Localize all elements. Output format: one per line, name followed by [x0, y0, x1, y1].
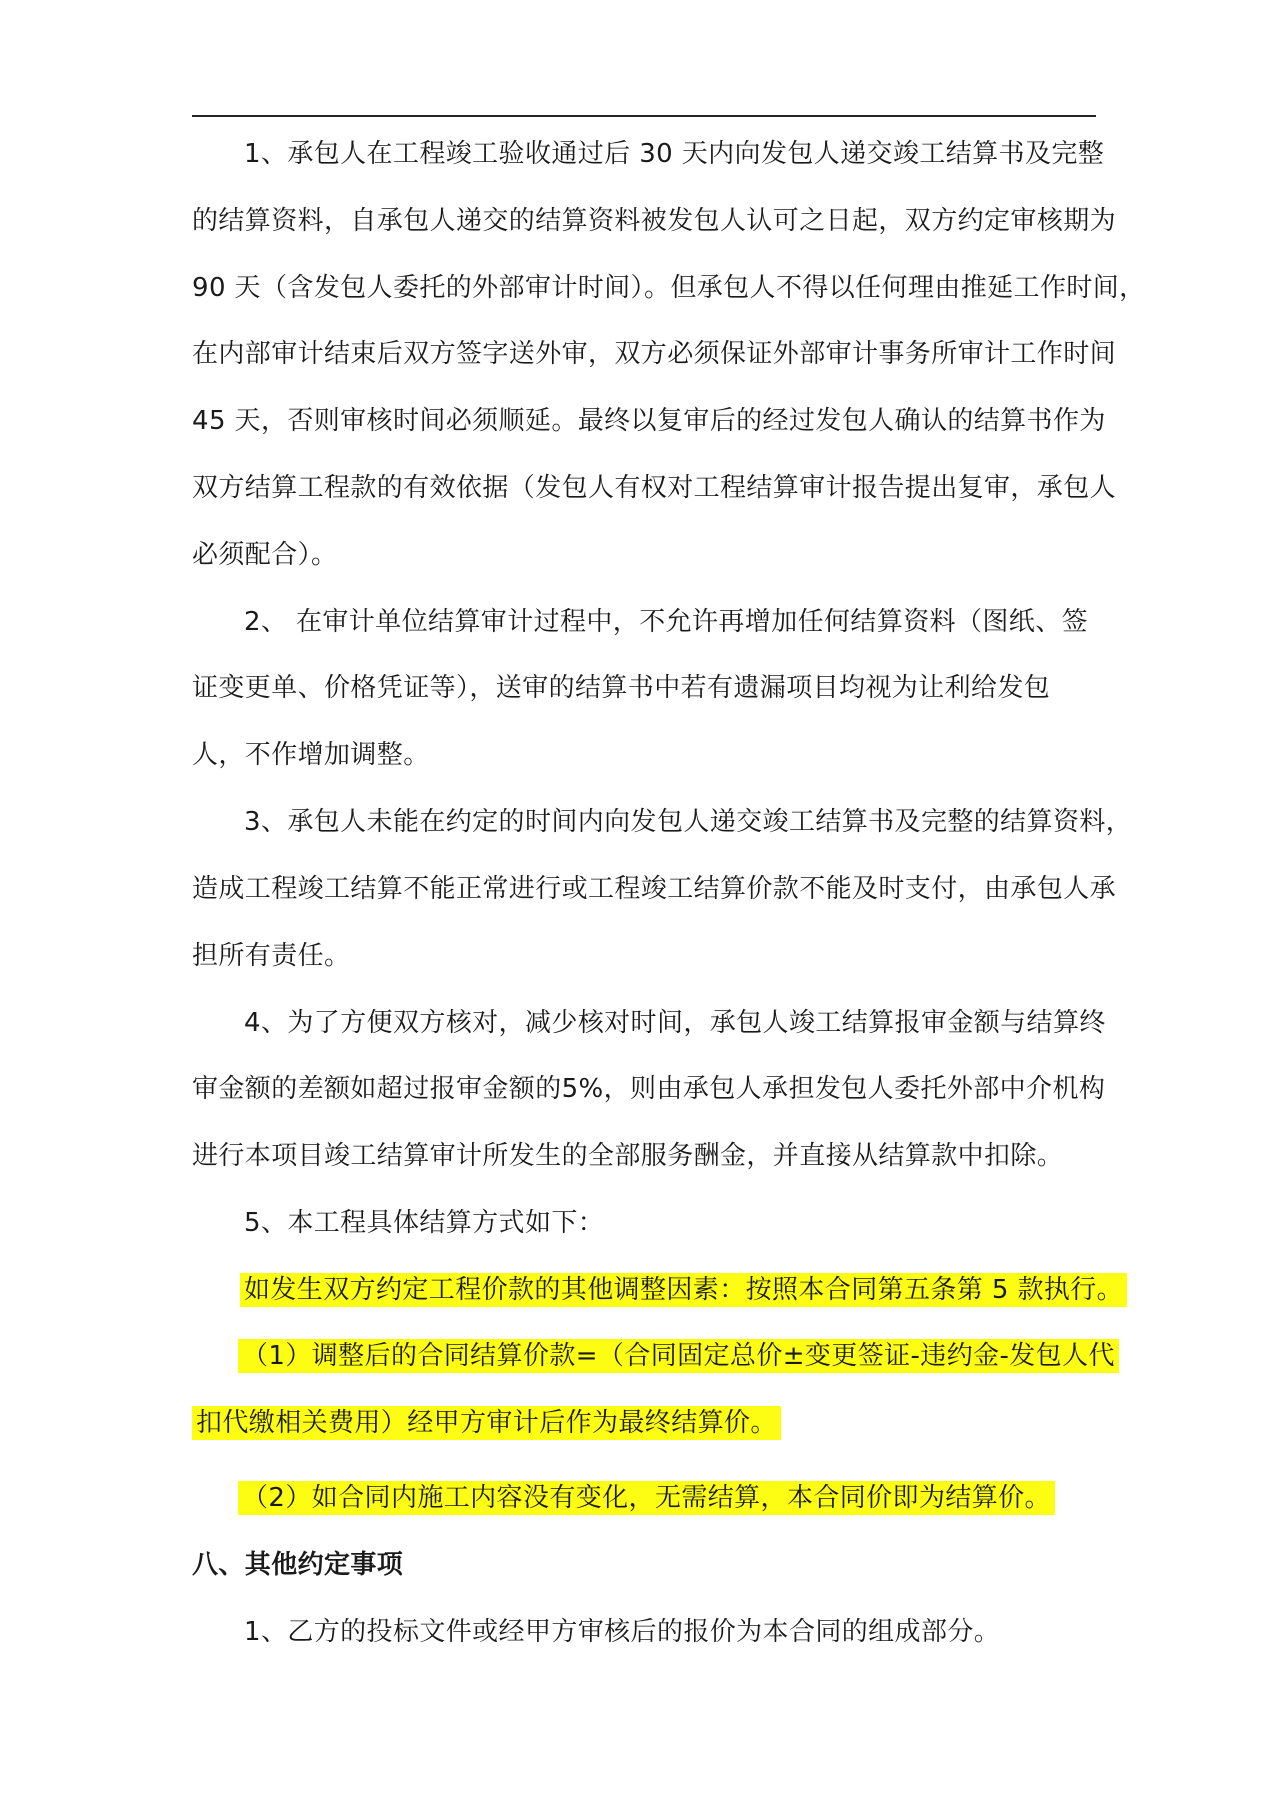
clause-1-line-1: 1、承包人在工程竣工验收通过后 30 天内向发包人递交竣工结算书及完整: [244, 139, 1105, 169]
highlighted-item-1-line-1: [238, 1336, 1119, 1376]
clause-1-line-5: 45 天，否则审核时间必须顺延。最终以复审后的经过发包人确认的结算书作为: [192, 406, 1106, 436]
highlighted-item-1-line-2: [192, 1403, 781, 1443]
clause-4-line-2: 审金额的差额如超过报审金额的5%，则由承包人承担发包人委托外部中介机构: [192, 1074, 1106, 1104]
clause-4-line-1: 4、为了方便双方核对，减少核对时间，承包人竣工结算报审金额与结算终: [244, 1008, 1106, 1038]
highlighted-item-2: [238, 1478, 1055, 1518]
clause-1-line-4: 在内部审计结束后双方签字送外审，双方必须保证外部审计事务所审计工作时间: [192, 339, 1117, 369]
section-clause-1: 1、乙方的投标文件或经甲方审核后的报价为本合同的组成部分。: [244, 1617, 1001, 1647]
clause-1-line-6: 双方结算工程款的有效依据（发包人有权对工程结算审计报告提出复审，承包人: [192, 473, 1117, 503]
highlight-text: 如发生双方约定工程价款的其他调整因素：按照本合同第五条第 5 款执行。: [240, 1273, 1127, 1307]
clause-1-line-3: 90 天（含发包人委托的外部审计时间）。但承包人不得以任何理由推延工作时间，: [192, 273, 1146, 303]
highlighted-adjustment-line: [240, 1270, 1127, 1310]
clause-3-line-3: 担所有责任。: [192, 941, 351, 971]
header-rule: [192, 115, 1096, 117]
highlight-text: 扣代缴相关费用）经甲方审计后作为最终结算价。: [192, 1406, 781, 1440]
clause-2-line-1: 2、 在审计单位结算审计过程中，不允许再增加任何结算资料（图纸、签: [244, 607, 1089, 637]
clause-3-line-2: 造成工程竣工结算不能正常进行或工程竣工结算价款不能及时支付，由承包人承: [192, 874, 1117, 904]
clause-5-line-1: 5、本工程具体结算方式如下：: [244, 1208, 605, 1238]
section-heading: 八、其他约定事项: [192, 1550, 404, 1580]
highlight-text: （1）调整后的合同结算价款=（合同固定总价±变更签证-违约金-发包人代: [238, 1339, 1119, 1373]
clause-2-line-2: 证变更单、价格凭证等），送审的结算书中若有遗漏项目均视为让利给发包: [192, 673, 1051, 703]
clause-3-line-1: 3、承包人未能在约定的时间内向发包人递交竣工结算书及完整的结算资料，: [244, 807, 1133, 837]
clause-1-line-2: 的结算资料，自承包人递交的结算资料被发包人认可之日起，双方约定审核期为: [192, 206, 1117, 236]
clause-2-line-3: 人，不作增加调整。: [192, 740, 430, 770]
clause-4-line-3: 进行本项目竣工结算审计所发生的全部服务酬金，并直接从结算款中扣除。: [192, 1141, 1064, 1171]
highlight-text: （2）如合同内施工内容没有变化，无需结算，本合同价即为结算价。: [238, 1481, 1055, 1515]
clause-1-line-7: 必须配合）。: [192, 540, 338, 570]
